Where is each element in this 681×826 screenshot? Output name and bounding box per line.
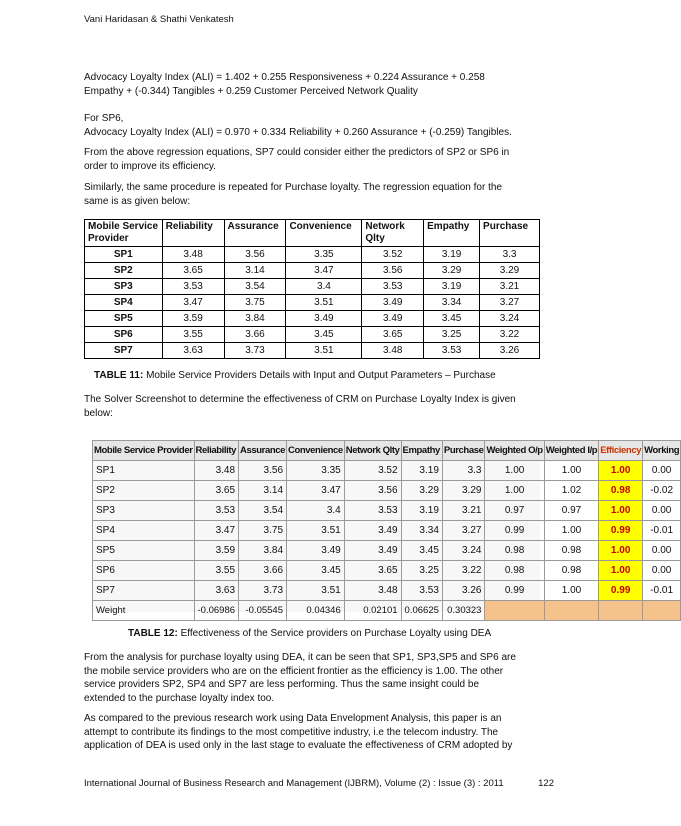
cell-value: 3.53	[401, 581, 442, 601]
cell-weight: 0.02101	[344, 601, 401, 621]
column-header-efficiency: Efficiency	[599, 441, 643, 461]
cell-value: 3.49	[286, 311, 362, 327]
text-line: service providers SP2, SP4 and SP7 are less performing. Thus the same insight could be	[84, 679, 480, 690]
cell-value: 3.35	[287, 461, 345, 481]
table-row	[85, 311, 540, 327]
cell-efficiency: 0.99	[599, 521, 643, 541]
cell-value: 3.4	[286, 279, 362, 295]
cell-value: 3.21	[442, 501, 485, 521]
cell-provider: SP2	[85, 263, 163, 279]
cell-value: 3.26	[480, 343, 540, 359]
table-header-row	[85, 220, 540, 247]
cell-value: 3.19	[424, 279, 480, 295]
cell-value: 3.26	[442, 581, 485, 601]
paragraph-sp6-equation	[84, 112, 553, 139]
paragraph-solver-intro	[84, 393, 553, 420]
cell-value: 3.54	[224, 279, 286, 295]
cell-empty	[544, 601, 599, 621]
text-line: the mobile service providers who are on the efficient frontier as the efficiency is 1.00. The other	[84, 665, 504, 677]
column-header: Weighted O/p	[485, 441, 544, 461]
cell-value: 3.65	[362, 327, 424, 343]
cell-value: 3.53	[362, 279, 424, 295]
text-line: attempt to contribute its findings to the most competitive industry, i.e the telecom industry. The	[84, 726, 499, 738]
cell-value: 3.27	[442, 521, 485, 541]
column-header: Weighted I/p	[544, 441, 599, 461]
cell-value: 0.00	[643, 561, 681, 581]
cell-efficiency: 1.00	[599, 501, 643, 521]
paragraph-ali-equation	[84, 71, 553, 98]
cell-provider: SP7	[85, 343, 163, 359]
column-header: Empathy	[424, 220, 480, 247]
cell-provider: SP3	[93, 501, 195, 521]
column-header: Reliability	[194, 441, 239, 461]
column-header: Mobile Service Provider	[93, 441, 195, 461]
cell-value: 3.47	[286, 263, 362, 279]
cell-value: 0.97	[485, 501, 544, 521]
text-line: same is as given below:	[84, 195, 191, 207]
text-line: The Solver Screenshot to determine the effectiveness of CRM on Purchase Loyalty Index is given	[84, 394, 516, 405]
cell-value: 1.00	[485, 461, 544, 481]
cell-value: 0.98	[485, 541, 544, 561]
cell-value: 3.73	[239, 581, 287, 601]
cell-value: 3.84	[224, 311, 286, 327]
text-line: Similarly, the same procedure is repeated for Purchase loyalty. The regression equation for the	[84, 182, 502, 193]
cell-value: 3.63	[162, 343, 224, 359]
text-line: Advocacy Loyalty Index (ALI) = 1.402 + 0.255 Responsiveness + 0.224 Assurance + 0.258	[84, 72, 485, 83]
cell-value: -0.01	[643, 521, 681, 541]
column-header: Assurance	[224, 220, 286, 247]
cell-value: 3.29	[442, 481, 485, 501]
page-number: 122	[538, 778, 554, 789]
cell-value: 3.48	[362, 343, 424, 359]
column-header: Network Qlty	[362, 220, 424, 247]
paragraph-analysis	[84, 651, 553, 705]
cell-value: 3.19	[401, 501, 442, 521]
cell-value: 3.66	[224, 327, 286, 343]
cell-weight: 0.30323	[442, 601, 485, 621]
cell-value: 3.45	[286, 327, 362, 343]
cell-value: 0.99	[485, 581, 544, 601]
cell-value: 1.02	[544, 481, 599, 501]
text-line: order to improve its efficiency.	[84, 160, 216, 172]
cell-weight: 0.04346	[287, 601, 345, 621]
text-line: As compared to the previous research work using Data Envelopment Analysis, this paper is an	[84, 713, 502, 724]
table-row	[93, 561, 681, 581]
column-header: Convenience	[287, 441, 345, 461]
cell-provider: SP4	[85, 295, 163, 311]
column-header: Purchase	[442, 441, 485, 461]
column-header: Assurance	[239, 441, 287, 461]
cell-value: 3.52	[362, 247, 424, 263]
cell-efficiency: 1.00	[599, 561, 643, 581]
cell-value: 3.47	[287, 481, 345, 501]
cell-value: 3.19	[424, 247, 480, 263]
cell-value: 3.75	[224, 295, 286, 311]
cell-value: 3.53	[194, 501, 239, 521]
table-row	[93, 461, 681, 481]
cell-value: 3.3	[442, 461, 485, 481]
cell-value: -0.02	[643, 481, 681, 501]
column-header: Purchase	[480, 220, 540, 247]
cell-weight: -0.05545	[239, 601, 287, 621]
text-line: application of DEA is used only in the last stage to evaluate the effectiveness of CRM adopted by	[84, 740, 513, 751]
cell-value: 0.00	[643, 501, 681, 521]
cell-provider: SP5	[93, 541, 195, 561]
cell-value: 3.66	[239, 561, 287, 581]
cell-weight-label: Weight	[93, 601, 195, 621]
cell-value: 3.54	[239, 501, 287, 521]
cell-value: 3.56	[239, 461, 287, 481]
cell-value: 3.22	[480, 327, 540, 343]
cell-value: 3.27	[480, 295, 540, 311]
table-row	[85, 247, 540, 263]
cell-value: 0.00	[643, 541, 681, 561]
cell-provider: SP5	[85, 311, 163, 327]
cell-value: 3.51	[286, 343, 362, 359]
table-row	[85, 327, 540, 343]
cell-value: 3.4	[287, 501, 345, 521]
paragraph-regression-note	[84, 146, 553, 173]
cell-value: 0.98	[544, 541, 599, 561]
table-row	[93, 581, 681, 601]
cell-value: 3.75	[239, 521, 287, 541]
cell-value: 3.24	[480, 311, 540, 327]
cell-provider: SP6	[85, 327, 163, 343]
cell-value: 3.34	[424, 295, 480, 311]
cell-efficiency: 1.00	[599, 541, 643, 561]
cell-value: 3.45	[401, 541, 442, 561]
column-header: Network Qlty	[344, 441, 401, 461]
cell-value: 3.34	[401, 521, 442, 541]
weight-row	[93, 601, 681, 621]
text-line: Empathy + (-0.344) Tangibles + 0.259 Customer Perceived Network Quality	[84, 85, 418, 97]
cell-value: 3.53	[162, 279, 224, 295]
caption-label: TABLE 11:	[94, 370, 144, 381]
text-line: extended to the purchase loyalty index too.	[84, 692, 275, 704]
cell-value: 3.49	[362, 311, 424, 327]
cell-value: 3.19	[401, 461, 442, 481]
table-11	[84, 219, 540, 359]
cell-value: 3.45	[424, 311, 480, 327]
cell-value: 1.00	[544, 581, 599, 601]
cell-value: 3.14	[239, 481, 287, 501]
cell-empty	[599, 601, 643, 621]
cell-value: 3.73	[224, 343, 286, 359]
table-12-caption	[128, 628, 491, 639]
cell-value: 3.49	[362, 295, 424, 311]
cell-value: 3.48	[194, 461, 239, 481]
cell-value: 3.84	[239, 541, 287, 561]
cell-value: 3.56	[362, 263, 424, 279]
cell-value: 0.97	[544, 501, 599, 521]
cell-empty	[485, 601, 544, 621]
cell-value: 3.55	[194, 561, 239, 581]
paragraph-comparison	[84, 712, 553, 753]
cell-value: 3.56	[344, 481, 401, 501]
cell-value: 3.48	[162, 247, 224, 263]
cell-value: 3.49	[344, 541, 401, 561]
paragraph-purchase-loyalty	[84, 181, 553, 208]
cell-value: 3.3	[480, 247, 540, 263]
cell-weight: 0.06625	[401, 601, 442, 621]
caption-label: TABLE 12:	[128, 628, 178, 639]
text-line: below:	[84, 407, 113, 419]
running-header: Vani Haridasan & Shathi Venkatesh	[84, 14, 234, 25]
cell-value: 3.29	[401, 481, 442, 501]
table-12	[92, 440, 681, 621]
cell-value: 3.48	[344, 581, 401, 601]
cell-value: 3.29	[480, 263, 540, 279]
cell-value: 0.99	[485, 521, 544, 541]
cell-value: 0.98	[544, 561, 599, 581]
cell-weight: -0.06986	[194, 601, 239, 621]
cell-value: 3.21	[480, 279, 540, 295]
cell-value: 1.00	[485, 481, 544, 501]
cell-value: 3.14	[224, 263, 286, 279]
table-row	[93, 501, 681, 521]
cell-value: 3.52	[344, 461, 401, 481]
cell-value: 3.53	[424, 343, 480, 359]
text-line: From the analysis for purchase loyalty using DEA, it can be seen that SP1, SP3,SP5 and SP6 are	[84, 652, 516, 663]
text-line: Advocacy Loyalty Index (ALI) = 0.970 + 0.334 Reliability + 0.260 Assurance + (-0.259) Tangibles.	[84, 126, 512, 138]
cell-value: 3.65	[162, 263, 224, 279]
cell-value: 3.59	[162, 311, 224, 327]
cell-value: 3.56	[224, 247, 286, 263]
cell-efficiency: 0.98	[599, 481, 643, 501]
cell-provider: SP1	[93, 461, 195, 481]
cell-provider: SP4	[93, 521, 195, 541]
page-footer	[84, 778, 554, 789]
table-row	[85, 295, 540, 311]
cell-empty	[643, 601, 681, 621]
cell-value: 3.65	[194, 481, 239, 501]
cell-value: 3.51	[287, 581, 345, 601]
column-header: Empathy	[401, 441, 442, 461]
caption-text: Mobile Service Providers Details with Input and Output Parameters – Purchase	[146, 370, 496, 381]
journal-citation: International Journal of Business Research and Management (IJBRM), Volume (2) : Issue (3) : 2011	[84, 778, 504, 789]
cell-provider: SP3	[85, 279, 163, 295]
table-row	[85, 279, 540, 295]
cell-value: 3.49	[287, 541, 345, 561]
cell-value: 3.49	[344, 521, 401, 541]
cell-value: 3.45	[287, 561, 345, 581]
cell-value: 3.63	[194, 581, 239, 601]
cell-value: 3.35	[286, 247, 362, 263]
cell-efficiency: 1.00	[599, 461, 643, 481]
cell-value: 3.51	[287, 521, 345, 541]
column-header: Convenience	[286, 220, 362, 247]
text-line: From the above regression equations, SP7 could consider either the predictors of SP2 or SP6 in	[84, 147, 510, 158]
table-row	[85, 343, 540, 359]
caption-text: Effectiveness of the Service providers on Purchase Loyalty using DEA	[180, 628, 492, 639]
cell-value: 3.59	[194, 541, 239, 561]
cell-provider: SP7	[93, 581, 195, 601]
cell-value: 3.24	[442, 541, 485, 561]
column-header: Mobile Service Provider	[85, 220, 163, 247]
column-header: Reliability	[162, 220, 224, 247]
table-row	[93, 521, 681, 541]
cell-value: 3.51	[286, 295, 362, 311]
cell-provider: SP2	[93, 481, 195, 501]
table-row	[85, 263, 540, 279]
cell-value: 3.29	[424, 263, 480, 279]
cell-value: 3.55	[162, 327, 224, 343]
cell-value: 1.00	[544, 461, 599, 481]
cell-value: 1.00	[544, 521, 599, 541]
cell-value: 3.25	[424, 327, 480, 343]
cell-value: 3.47	[194, 521, 239, 541]
cell-value: 3.25	[401, 561, 442, 581]
cell-value: 0.98	[485, 561, 544, 581]
cell-value: -0.01	[643, 581, 681, 601]
cell-value: 3.53	[344, 501, 401, 521]
cell-value: 0.00	[643, 461, 681, 481]
cell-value: 3.22	[442, 561, 485, 581]
table-11-caption	[94, 370, 496, 381]
cell-value: 3.47	[162, 295, 224, 311]
cell-value: 3.65	[344, 561, 401, 581]
table-row	[93, 541, 681, 561]
column-header: Working	[643, 441, 681, 461]
text-line: For SP6,	[84, 113, 124, 124]
cell-efficiency: 0.99	[599, 581, 643, 601]
cell-provider: SP1	[85, 247, 163, 263]
table-header-row	[93, 441, 681, 461]
cell-provider: SP6	[93, 561, 195, 581]
solver-screenshot	[92, 440, 680, 616]
table-row	[93, 481, 681, 501]
